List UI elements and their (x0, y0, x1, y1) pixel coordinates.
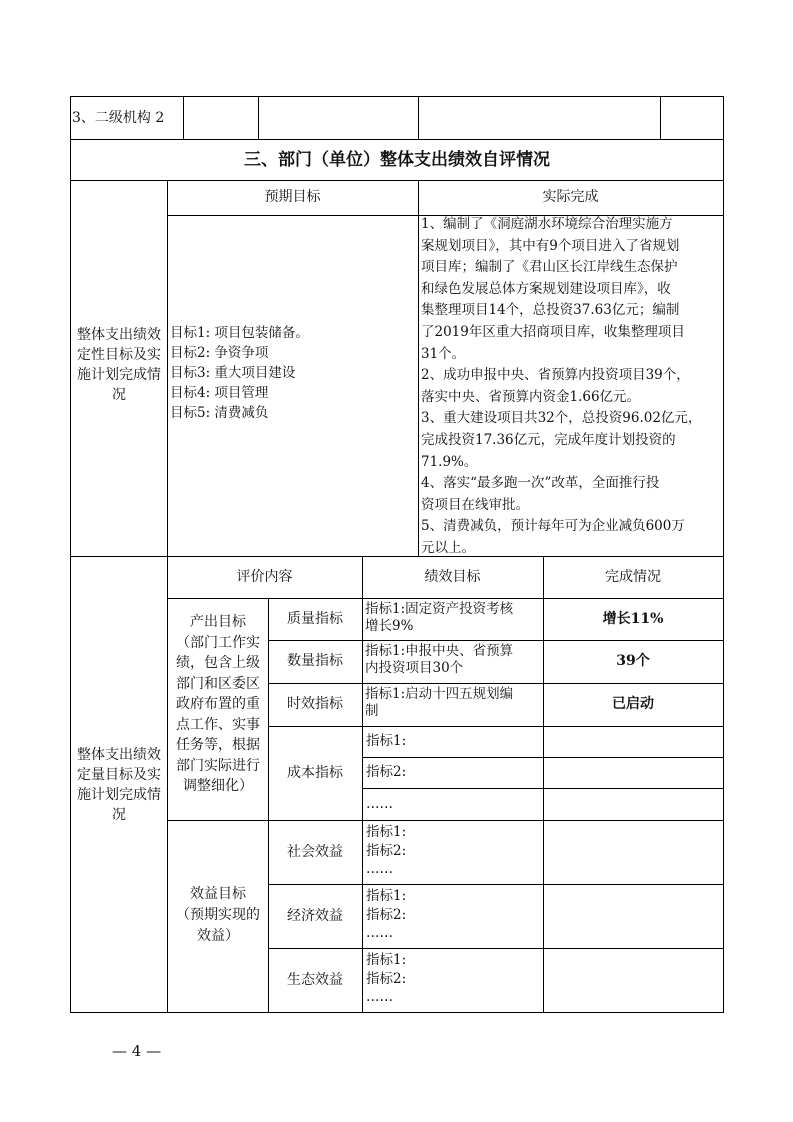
quality-indicator-label: 质量指标 (287, 610, 343, 627)
ecological-benefit-label: 生态效益 (287, 971, 343, 988)
output-target-label (168, 612, 268, 797)
actual-line: 了2019年区重大招商项目库，收集整理项目 (421, 323, 685, 340)
output-label-line: 部门实际进行 (176, 757, 260, 774)
actual-line: 落实中央、省预算内资金1.66亿元。 (421, 388, 641, 405)
actual-line: 31个。 (421, 345, 466, 362)
cost-indicator-label: 成本指标 (287, 764, 343, 781)
ecological-benefit-goal (366, 951, 543, 1007)
cost-ind2: 指标2: (366, 764, 407, 780)
quantity-goal (365, 643, 543, 677)
economic-line: 指标2: (366, 906, 407, 923)
timeliness-goal-line: 指标1:启动十四五规划编 (365, 686, 514, 702)
target-5: 目标5: 清费减负 (170, 405, 269, 421)
actual-line: 71.9%。 (421, 453, 478, 470)
timeliness-goal (365, 686, 543, 720)
output-label-line: 调整细化） (183, 778, 253, 794)
quality-goal-line: 指标1:固定资产投资考核 (365, 601, 514, 617)
timeliness-done: 已启动 (612, 696, 654, 712)
row-prev-label: 3、二级机构 2 (72, 109, 165, 126)
header-goal: 绩效目标 (424, 569, 481, 585)
actual-line: 资项目在线审批。 (421, 496, 529, 513)
actual-line: 项目库；编制了《君山区长江岸线生态保护 (421, 259, 678, 276)
actual-line: 和绿色发展总体方案规划建设项目库》，收 (421, 280, 671, 297)
cost-more: …… (366, 795, 393, 812)
header-eval: 评价内容 (236, 569, 293, 585)
target-3: 目标3: 重大项目建设 (170, 365, 296, 381)
header-expected: 预期目标 (264, 189, 321, 205)
output-label-line: 绩，包含上级 (176, 655, 260, 671)
header-actual: 实际完成 (542, 189, 599, 205)
qualitative-row-label (76, 320, 162, 410)
quantitative-row-label (76, 740, 162, 830)
benefit-label-line: 效益） (197, 928, 239, 944)
expected-targets-list (170, 323, 415, 423)
economic-line: 指标1: (366, 888, 407, 904)
quantity-goal-line: 指标1:申报中央、省预算 (365, 643, 514, 659)
economic-benefit-label: 经济效益 (287, 907, 343, 924)
actual-line: 2、成功申报中央、省预算内投资项目39个， (421, 367, 690, 384)
output-label-line: 政府布置的重 (176, 696, 260, 712)
social-line: …… (366, 861, 393, 877)
section-title: 三、部门（单位）整体支出绩效自评情况 (244, 149, 550, 170)
benefit-target-label (168, 884, 268, 947)
actual-line: 4、落实“最多跑一次”改革，全面推行投 (421, 475, 660, 492)
ecological-line: 指标1: (366, 952, 407, 968)
quantity-goal-line: 内投资项目30个 (365, 660, 464, 676)
output-label-line: 任务等，根据 (176, 737, 260, 753)
target-4: 目标4: 项目管理 (170, 385, 269, 401)
actual-completion-text (421, 214, 723, 560)
actual-line: 1、编制了《洞庭湖水环境综合治理实施方 (421, 216, 673, 232)
quantity-done: 39个 (616, 653, 650, 669)
output-label-line: （部门工作实 (176, 634, 260, 651)
actual-line: 集整理项目14个，总投资37.63亿元；编制 (421, 302, 680, 319)
economic-line: …… (366, 925, 393, 941)
ecological-line: …… (366, 989, 393, 1005)
output-label-line: 部门和区委区 (176, 675, 260, 692)
social-line: 指标1: (366, 824, 407, 840)
output-label-line: 点工作、实事 (176, 716, 260, 733)
target-2: 目标2: 争资争项 (170, 345, 269, 361)
actual-line: 案规划项目》，其中有9个项目进入了省规划 (421, 237, 680, 254)
economic-benefit-goal (366, 887, 543, 943)
social-line: 指标2: (366, 842, 407, 859)
social-benefit-goal (366, 823, 543, 879)
benefit-label-line: 效益目标 (190, 886, 246, 902)
timeliness-goal-line: 制 (365, 703, 379, 719)
output-label-line: 产出目标 (190, 614, 246, 630)
quantitative-row-label-text: 整体支出绩效定量目标及实施计划完成情况 (77, 747, 161, 823)
quality-goal (365, 601, 543, 635)
social-benefit-label: 社会效益 (287, 843, 343, 860)
cost-ind1: 指标1: (366, 733, 407, 749)
actual-line: 完成投资17.36亿元，完成年度计划投资的 (421, 431, 676, 448)
page-number: — 4 — (112, 1042, 162, 1060)
header-done: 完成情况 (605, 569, 661, 585)
ecological-line: 指标2: (366, 970, 407, 987)
actual-line: 5、清费减负，预计每年可为企业减负600万 (421, 518, 685, 535)
quality-done: 增长11% (602, 610, 664, 627)
target-1: 目标1: 项目包装储备。 (170, 325, 309, 341)
quality-goal-line: 增长9% (365, 618, 414, 634)
actual-line: 元以上。 (421, 539, 475, 556)
qualitative-row-label-text: 整体支出绩效定性目标及实施计划完成情况 (77, 327, 161, 403)
benefit-label-line: （预期实现的 (176, 907, 260, 923)
timeliness-indicator-label: 时效指标 (287, 696, 343, 712)
quantity-indicator-label: 数量指标 (287, 653, 343, 669)
actual-line: 3、重大建设项目共32个，总投资96.02亿元， (421, 410, 702, 427)
